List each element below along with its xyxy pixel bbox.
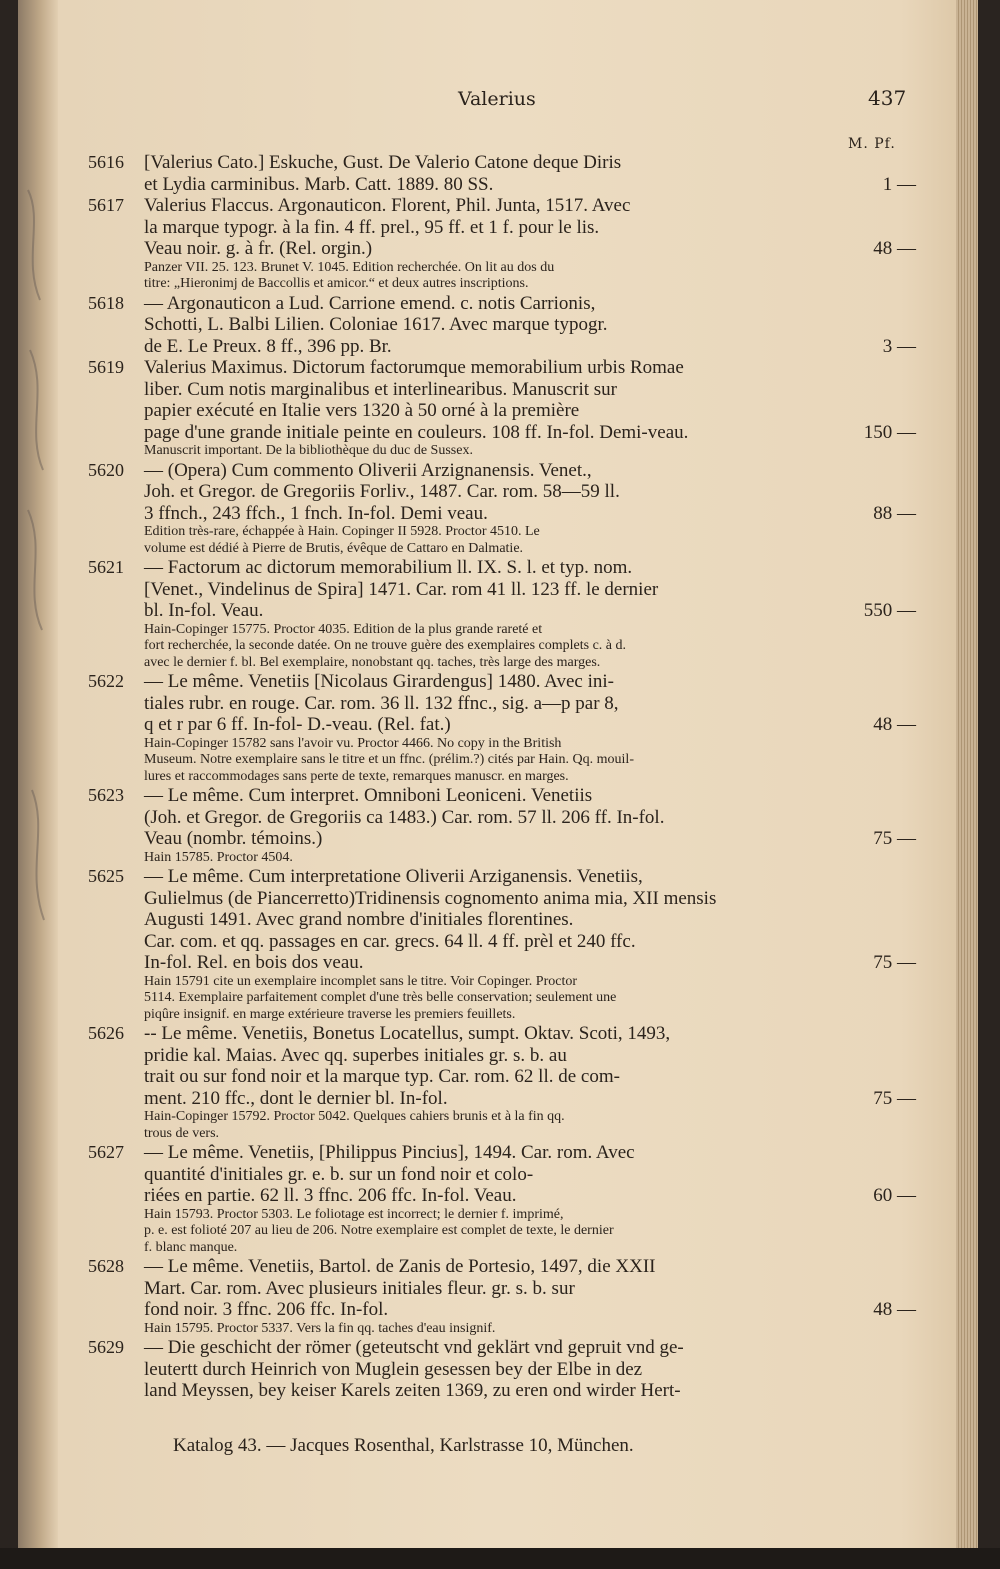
entry-line — [88, 1380, 916, 1402]
entry-note: trous de vers. — [144, 1125, 220, 1141]
entry-text: et Lydia carminibus. Marb. Catt. 1889. 80 SS. — [144, 173, 494, 195]
scan-bottom-edge — [0, 1548, 1000, 1569]
entry-text: Mart. Car. rom. Avec plusieurs initiales fleur. gr. s. b. sur — [144, 1277, 575, 1299]
entry-price: 48 — — [873, 1299, 916, 1320]
catalog-entry — [88, 1142, 916, 1256]
entry-text: pridie kal. Maias. Avec qq. superbes initiales gr. s. b. au — [144, 1044, 567, 1066]
running-header-title: Valerius — [458, 88, 536, 110]
entry-number: 5628 — [88, 1256, 124, 1276]
entry-note: fort recherchée, la seconde datée. On ne trouve guère des exemplaires complets c. à d. — [144, 638, 626, 653]
entry-text: papier exécuté en Italie vers 1320 à 50 orné à la première — [144, 400, 580, 421]
entry-line — [88, 888, 916, 910]
entry-text: fond noir. 3 ffnc. 206 ffc. In-fol. — [144, 1299, 389, 1320]
entry-line — [88, 217, 916, 239]
entry-line — [88, 1142, 916, 1164]
catalog-entry — [88, 460, 916, 558]
entry-note: Hain-Copinger 15792. Proctor 5042. Quelques cahiers brunis et à la fin qq. — [144, 1109, 565, 1124]
entry-line — [88, 785, 916, 807]
entry-line — [88, 1023, 916, 1045]
entry-text: land Meyssen, bey keiser Karels zeiten 1369, zu eren ond wirder Hert- — [144, 1380, 681, 1401]
entry-text: liber. Cum notis marginalibus et interlinearibus. Manuscrit sur — [144, 378, 617, 400]
entry-line — [88, 1164, 916, 1186]
entry-line — [88, 400, 916, 422]
entry-line — [88, 503, 916, 525]
currency-column-header: M. Pf. — [848, 136, 896, 152]
entry-line — [88, 714, 916, 736]
entry-note: lures et raccommodages sans perte de texte, remarques manuscr. en marges. — [144, 768, 569, 784]
entry-line — [88, 1256, 916, 1278]
entry-line — [88, 174, 916, 196]
entry-line — [88, 866, 916, 888]
entry-text: — Die geschicht der römer (geteutscht vnd geklärt vnd gepruit vnd ge- — [144, 1337, 684, 1358]
entry-text: [Valerius Cato.] Eskuche, Gust. De Valerio Catone deque Diris — [144, 152, 622, 173]
entry-number: 5629 — [88, 1337, 124, 1357]
entry-note: titre: „Hieronimj de Baccollis et amicor.“ et deux autres inscriptions. — [144, 276, 529, 291]
entry-price: 1 — — [882, 173, 916, 195]
catalog-entry — [88, 1256, 916, 1337]
entry-text: — (Opera) Cum commento Oliverii Arzignanensis. Venet., — [144, 459, 592, 481]
page-number: 437 — [868, 86, 907, 110]
entry-note: Hain 15793. Proctor 5303. Le foliotage est incorrect; le dernier f. imprimé, — [144, 1206, 564, 1222]
entry-number: 5625 — [88, 866, 124, 886]
entry-text: Veau noir. g. à fr. (Rel. orgin.) — [144, 238, 373, 259]
page-edges — [956, 0, 978, 1548]
entry-note: volume est dédié à Pierre de Brutis, évêque de Cattaro en Dalmatie. — [144, 540, 524, 556]
pencil-margin-marks — [18, 150, 68, 1000]
entry-number: 5622 — [88, 671, 124, 691]
entry-text: bl. In-fol. Veau. — [144, 600, 264, 621]
entry-text: — Le même. Cum interpret. Omniboni Leoniceni. Venetiis — [144, 785, 593, 806]
catalog-entry — [88, 195, 916, 293]
entry-line — [88, 1337, 916, 1359]
entry-text: — Le même. Venetiis, Bartol. de Zanis de Portesio, 1497, die XXII — [144, 1256, 656, 1277]
entry-number: 5626 — [88, 1023, 124, 1043]
entry-note: Hain 15785. Proctor 4504. — [144, 849, 293, 865]
entry-line — [88, 152, 916, 174]
entry-number: 5619 — [88, 357, 124, 377]
entry-line — [88, 238, 916, 260]
entry-text: page d'une grande initiale peinte en couleurs. 108 ff. In-fol. Demi-veau. — [144, 421, 689, 443]
entry-price: 75 — — [873, 1087, 916, 1109]
entry-number: 5620 — [88, 459, 124, 480]
entry-line — [88, 195, 916, 217]
entry-text: la marque typogr. à la fin. 4 ff. prel., 95 ff. et 1 f. pour le lis. — [144, 216, 600, 238]
catalog-entry — [88, 785, 916, 866]
entry-text: Valerius Maximus. Dictorum factorumque memorabilium urbis Romae — [144, 357, 684, 378]
entry-line — [88, 1185, 916, 1207]
entry-text: In-fol. Rel. en bois dos veau. — [144, 952, 364, 973]
entry-note: f. blanc manque. — [144, 1239, 238, 1255]
entry-line — [88, 293, 916, 315]
catalog-entry — [88, 866, 916, 1023]
entry-line — [88, 481, 916, 503]
entry-note: Panzer VII. 25. 123. Brunet V. 1045. Edition recherchée. On lit au dos du — [144, 259, 555, 275]
entry-line — [88, 693, 916, 715]
entry-text: tiales rubr. en rouge. Car. rom. 36 ll. 132 ffnc., sig. a—p par 8, — [144, 692, 619, 714]
catalog-page — [18, 0, 978, 1548]
entry-text: — Le même. Cum interpretatione Oliverii Arziganensis. Venetiis, — [144, 866, 643, 887]
entry-price: 75 — — [873, 952, 916, 973]
entry-line — [88, 557, 916, 579]
entry-text: Joh. et Gregor. de Gregoriis Forliv., 1487. Car. rom. 58—59 ll. — [144, 481, 620, 502]
entry-price: 60 — — [873, 1185, 916, 1206]
entry-text: — Factorum ac dictorum memorabilium ll. IX. S. l. et typ. nom. — [144, 557, 633, 578]
entry-line — [88, 600, 916, 622]
entry-price: 550 — — [863, 600, 916, 621]
entry-note: avec le dernier f. bl. Bel exemplaire, nonobstant qq. taches, très large des marges. — [144, 654, 601, 670]
entry-text: q et r par 6 ff. In-fol- D.-veau. (Rel. fat.) — [144, 714, 451, 735]
entry-note: Museum. Notre exemplaire sans le titre et un ffnc. (prélim.?) cités par Hain. Qq. mouil- — [144, 752, 634, 767]
catalog-footer: Katalog 43. — Jacques Rosenthal, Karlstrasse 10, München. — [173, 1435, 634, 1456]
entry-number: 5623 — [88, 785, 124, 805]
entry-note: Hain-Copinger 15782 sans l'avoir vu. Proctor 4466. No copy in the British — [144, 735, 562, 751]
entry-text: Car. com. et qq. passages en car. grecs. 64 ll. 4 ff. prèl et 240 ffc. — [144, 930, 636, 952]
entry-line — [88, 314, 916, 336]
entry-price: 150 — — [863, 421, 916, 443]
entry-line — [88, 1066, 916, 1088]
entry-text: Veau (nombr. témoins.) — [144, 828, 323, 849]
entry-line — [88, 931, 916, 953]
entry-line — [88, 807, 916, 829]
entry-line — [88, 1088, 916, 1110]
entry-price: 88 — — [873, 502, 916, 524]
entry-line — [88, 579, 916, 601]
entry-line — [88, 828, 916, 850]
entry-text: Valerius Flaccus. Argonauticon. Florent, Phil. Junta, 1517. Avec — [144, 195, 631, 216]
entry-number: 5621 — [88, 557, 124, 577]
entry-text: [Venet., Vindelinus de Spira] 1471. Car. rom 41 ll. 123 ff. le dernier — [144, 578, 659, 600]
entry-note: Hain-Copinger 15775. Proctor 4035. Edition de la plus grande rareté et — [144, 621, 543, 637]
entry-number: 5627 — [88, 1142, 124, 1162]
entry-line — [88, 1299, 916, 1321]
entry-line — [88, 357, 916, 379]
entry-text: trait ou sur fond noir et la marque typ. Car. rom. 62 ll. de com- — [144, 1066, 620, 1087]
entry-text: 3 ffnch., 243 ffch., 1 fnch. In-fol. Demi veau. — [144, 502, 488, 524]
entry-note: Manuscrit important. De la bibliothèque du duc de Sussex. — [144, 443, 473, 458]
catalog-entry — [88, 293, 916, 358]
entry-price: 48 — — [873, 714, 916, 735]
entry-number: 5617 — [88, 195, 124, 215]
catalog-entry — [88, 1023, 916, 1142]
entry-price: 48 — — [873, 238, 916, 259]
entry-note: p. e. est folioté 207 au lieu de 206. Notre exemplaire est complet de texte, le dernier — [144, 1223, 614, 1238]
entry-text: de E. Le Preux. 8 ff., 396 pp. Br. — [144, 335, 392, 357]
entry-line — [88, 1359, 916, 1381]
catalog-entry — [88, 357, 916, 460]
entry-price: 3 — — [882, 335, 916, 357]
catalog-entries — [88, 152, 916, 1402]
catalog-entry — [88, 152, 916, 195]
entry-text: — Le même. Venetiis, [Philippus Pincius], 1494. Car. rom. Avec — [144, 1142, 635, 1163]
entry-line — [88, 460, 916, 482]
entry-text: Augusti 1491. Avec grand nombre d'initiales florentines. — [144, 909, 574, 930]
catalog-entry — [88, 1337, 916, 1402]
entry-line — [88, 671, 916, 693]
entry-note: Hain 15795. Proctor 5337. Vers la fin qq. taches d'eau insignif. — [144, 1320, 496, 1336]
entry-note: Edition très-rare, échappée à Hain. Copinger II 5928. Proctor 4510. Le — [144, 524, 540, 539]
entry-text: — Argonauticon a Lud. Carrione emend. c. notis Carrionis, — [144, 292, 596, 314]
entry-line — [88, 336, 916, 358]
entry-number: 5616 — [88, 152, 124, 172]
catalog-entry — [88, 671, 916, 785]
entry-number: 5618 — [88, 292, 124, 313]
entry-line — [88, 909, 916, 931]
entry-line — [88, 1278, 916, 1300]
entry-line — [88, 1045, 916, 1067]
entry-text: -- Le même. Venetiis, Bonetus Locatellus, sumpt. Oktav. Scoti, 1493, — [144, 1023, 671, 1044]
entry-text: (Joh. et Gregor. de Gregoriis ca 1483.) Car. rom. 57 ll. 206 ff. In-fol. — [144, 806, 665, 828]
catalog-entry — [88, 557, 916, 671]
entry-note: Hain 15791 cite un exemplaire incomplet sans le titre. Voir Copinger. Proctor — [144, 973, 578, 989]
entry-text: riées en partie. 62 ll. 3 ffnc. 206 ffc. In-fol. Veau. — [144, 1185, 517, 1206]
entry-line — [88, 422, 916, 444]
entry-price: 75 — — [873, 828, 916, 849]
entry-text: quantité d'initiales gr. e. b. sur un fond noir et colo- — [144, 1163, 534, 1185]
entry-line — [88, 379, 916, 401]
entry-text: leutertt durch Heinrich von Muglein gesessen bey der Elbe in dez — [144, 1358, 643, 1380]
entry-text: Gulielmus (de Piancerretto)Tridinensis cognomento anima mia, XII mensis — [144, 887, 717, 909]
entry-text: Schotti, L. Balbi Lilien. Coloniae 1617. Avec marque typogr. — [144, 314, 608, 335]
entry-text: ment. 210 ffc., dont le dernier bl. In-fol. — [144, 1087, 448, 1109]
entry-line — [88, 952, 916, 974]
entry-text: — Le même. Venetiis [Nicolaus Girardengus] 1480. Avec ini- — [144, 671, 614, 692]
entry-note: 5114. Exemplaire parfaitement complet d'une très belle conservation; seulement une — [144, 990, 617, 1005]
entry-note: piqûre insignif. en marge extérieure traverse les premiers feuillets. — [144, 1006, 516, 1022]
